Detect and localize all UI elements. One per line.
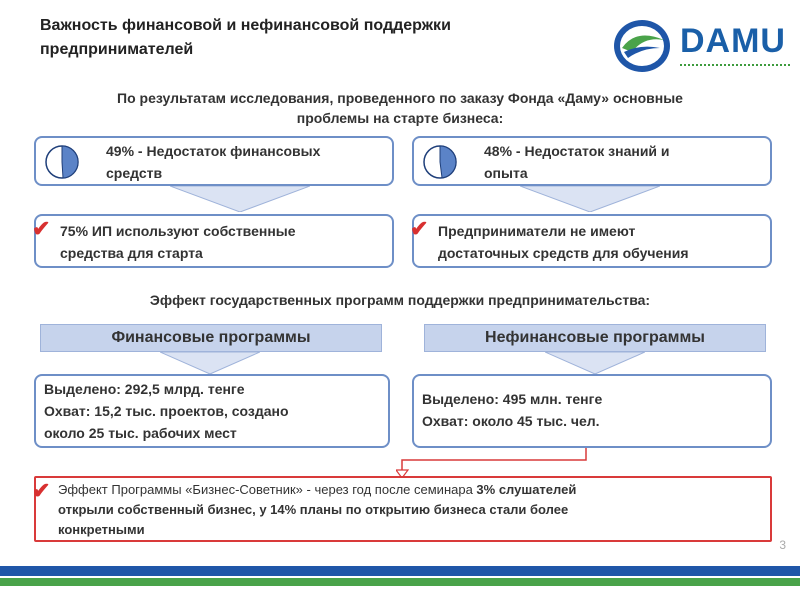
program-line1: Выделено: 292,5 млрд. тенге [44, 381, 245, 397]
advisor-line3: конкретными [58, 522, 145, 537]
advisor-line1-a: Эффект Программы «Бизнес-Советник» - через год после семинара [58, 482, 477, 497]
program-result-financial [34, 374, 390, 448]
problem-line1: 48% - Недостаток знаний и [484, 143, 670, 159]
problem-line2: средств [106, 165, 163, 181]
finding-line2: достаточных средств для обучения [438, 245, 689, 261]
intro-line2: проблемы на старте бизнеса: [296, 110, 504, 126]
finding-line1: 75% ИП используют собственные [60, 223, 296, 239]
logo-underline [680, 64, 790, 70]
down-arrow-icon [170, 186, 310, 212]
program-header-nonfinancial: Нефинансовые программы [424, 324, 766, 352]
footer-bar-green [0, 578, 800, 586]
down-arrow-icon [545, 352, 645, 374]
slide-title-line2: предпринимателей [40, 41, 194, 58]
advisor-line2: открыли собственный бизнес, у 14% планы по открытию бизнеса стали более [58, 502, 569, 517]
program-line2: Охват: 15,2 тыс. проектов, создано [44, 403, 289, 419]
damu-logo [610, 18, 790, 74]
program-line2: Охват: около 45 тыс. чел. [422, 413, 600, 429]
finding-line1: Предприниматели не имеют [438, 223, 636, 239]
finding-box-own-funds [34, 214, 394, 268]
problem-line1: 49% - Недостаток финансовых [106, 143, 321, 159]
program-header-financial: Финансовые программы [40, 324, 382, 352]
advisor-line1 [58, 480, 576, 500]
effect-title: Эффект государственных программ поддержки предпринимательства: [149, 292, 651, 308]
finding-box-training [412, 214, 772, 268]
intro-text [30, 88, 770, 128]
problem-box-financial [34, 136, 394, 186]
program-result-nonfinancial [412, 374, 772, 448]
pie-chart-icon [422, 144, 458, 180]
intro-line1: По результатам исследования, проведенного по заказу Фонда «Даму» основные [117, 90, 683, 106]
down-arrow-icon [520, 186, 660, 212]
program-result-text-nonfinancial [422, 388, 602, 432]
pie-chart-icon [44, 144, 80, 180]
program-result-text-financial [44, 378, 289, 444]
finding-text-own-funds [60, 220, 296, 264]
checkmark-icon: ✔ [32, 216, 51, 241]
page-number: 3 [779, 538, 786, 552]
problem-text-financial [106, 140, 320, 184]
problem-box-knowledge [412, 136, 772, 186]
program-line3: около 25 тыс. рабочих мест [44, 425, 237, 441]
checkmark-icon: ✔ [410, 216, 429, 241]
footer-bar-blue [0, 566, 800, 576]
problem-line2: опыта [484, 165, 528, 181]
finding-text-training [438, 220, 689, 264]
down-arrow-icon [160, 352, 260, 374]
slide-title-line1: Важность финансовой и нефинансовой поддержки [40, 17, 451, 34]
slide-title [40, 14, 600, 62]
checkmark-icon: ✔ [32, 478, 51, 503]
advisor-effect-box [34, 476, 772, 542]
logo-icon [610, 18, 674, 74]
problem-text-knowledge [484, 140, 670, 184]
advisor-effect-text [58, 480, 576, 540]
logo-text: DAMU [680, 22, 786, 60]
program-line1: Выделено: 495 млн. тенге [422, 391, 603, 407]
advisor-line1-b: 3% слушателей [476, 482, 577, 497]
finding-line2: средства для старта [60, 245, 203, 261]
